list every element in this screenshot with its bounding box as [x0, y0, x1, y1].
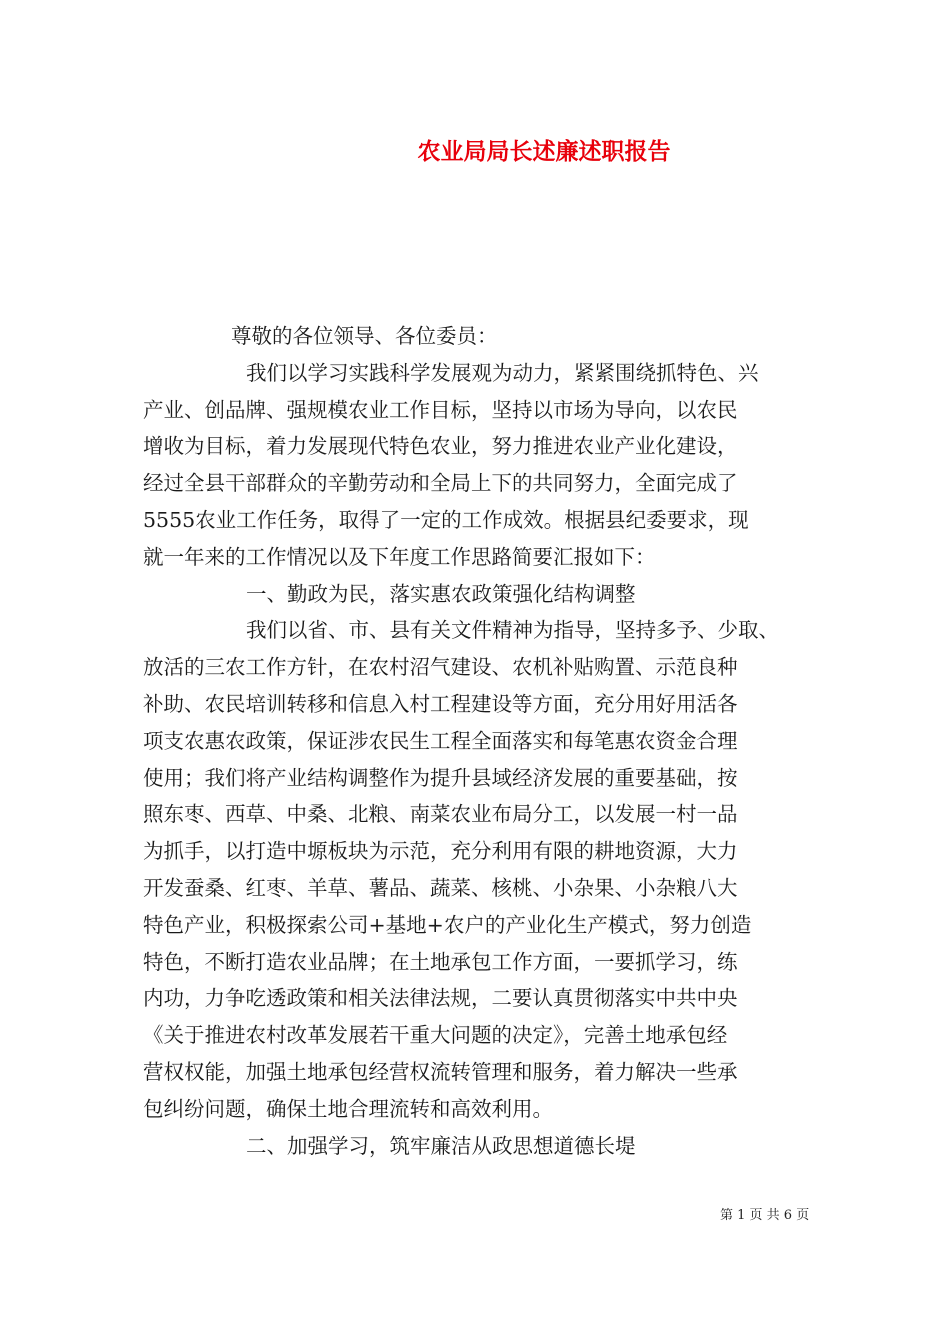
paragraph-2-line: 为抓手，以打造中塬板块为示范，充分利用有限的耕地资源，大力	[143, 839, 738, 864]
paragraph-2-line: 特色，不断打造农业品牌；在土地承包工作方面，一要抓学习，练	[143, 949, 738, 974]
document-title: 农业局局长述廉述职报告	[417, 138, 671, 165]
greeting: 尊敬的各位领导、各位委员：	[231, 324, 498, 348]
paragraph-2-line: 营权权能，加强土地承包经营权流转管理和服务，着力解决一些承	[143, 1059, 738, 1084]
paragraph-2-line: 《关于推进农村改革发展若干重大问题的决定》，完善土地承包经	[143, 1023, 728, 1048]
paragraph-2-line: 开发蚕桑、红枣、羊草、薯品、蔬菜、核桃、小杂果、小杂粮八大	[143, 875, 738, 900]
paragraph-2-line: 放活的三农工作方针，在农村沼气建设、农机补贴购置、示范良种	[143, 655, 738, 680]
paragraph-2-line: 我们以省、市、县有关文件精神为指导，坚持多予、少取、	[246, 618, 779, 643]
paragraph-1-line: 5555农业工作任务，取得了一定的工作成效。根据县纪委要求，现	[143, 507, 749, 532]
paragraph-2-line: 使用；我们将产业结构调整作为提升县域经济发展的重要基础，按	[143, 765, 738, 790]
paragraph-2-line: 内功，力争吃透政策和相关法律法规，二要认真贯彻落实中共中央	[143, 986, 738, 1011]
paragraph-2-line: 补助、农民培训转移和信息入村工程建设等方面，充分用好用活各	[143, 691, 738, 716]
section-heading-1: 一、勤政为民，落实惠农政策强化结构调整	[246, 581, 636, 606]
page-number: 第 1 页 共 6 页	[720, 1208, 810, 1223]
paragraph-1-line: 就一年来的工作情况以及下年度工作思路简要汇报如下：	[143, 544, 656, 569]
section-heading-2: 二、加强学习，筑牢廉洁从政思想道德长堤	[246, 1133, 636, 1158]
paragraph-1-line: 我们以学习实践科学发展观为动力，紧紧围绕抓特色、兴	[246, 360, 759, 385]
paragraph-2-line: 特色产业，积极探索公司+基地+农户的产业化生产模式，努力创造	[143, 912, 752, 937]
paragraph-2-line: 项支农惠农政策，保证涉农民生工程全面落实和每笔惠农资金合理	[143, 728, 738, 753]
paragraph-1-line: 经过全县干部群众的辛勤劳动和全局上下的共同努力，全面完成了	[143, 471, 738, 496]
paragraph-2-line: 照东枣、西草、中桑、北粮、南菜农业布局分工，以发展一村一品	[143, 802, 738, 827]
paragraph-1-line: 产业、创品牌、强规模农业工作目标，坚持以市场为导向，以农民	[143, 397, 738, 422]
document-body	[143, 318, 813, 1164]
paragraph-2-line: 包纠纷问题，确保土地合理流转和高效利用。	[143, 1096, 553, 1121]
paragraph-1-line: 增收为目标，着力发展现代特色农业，努力推进农业产业化建设，	[143, 434, 738, 459]
